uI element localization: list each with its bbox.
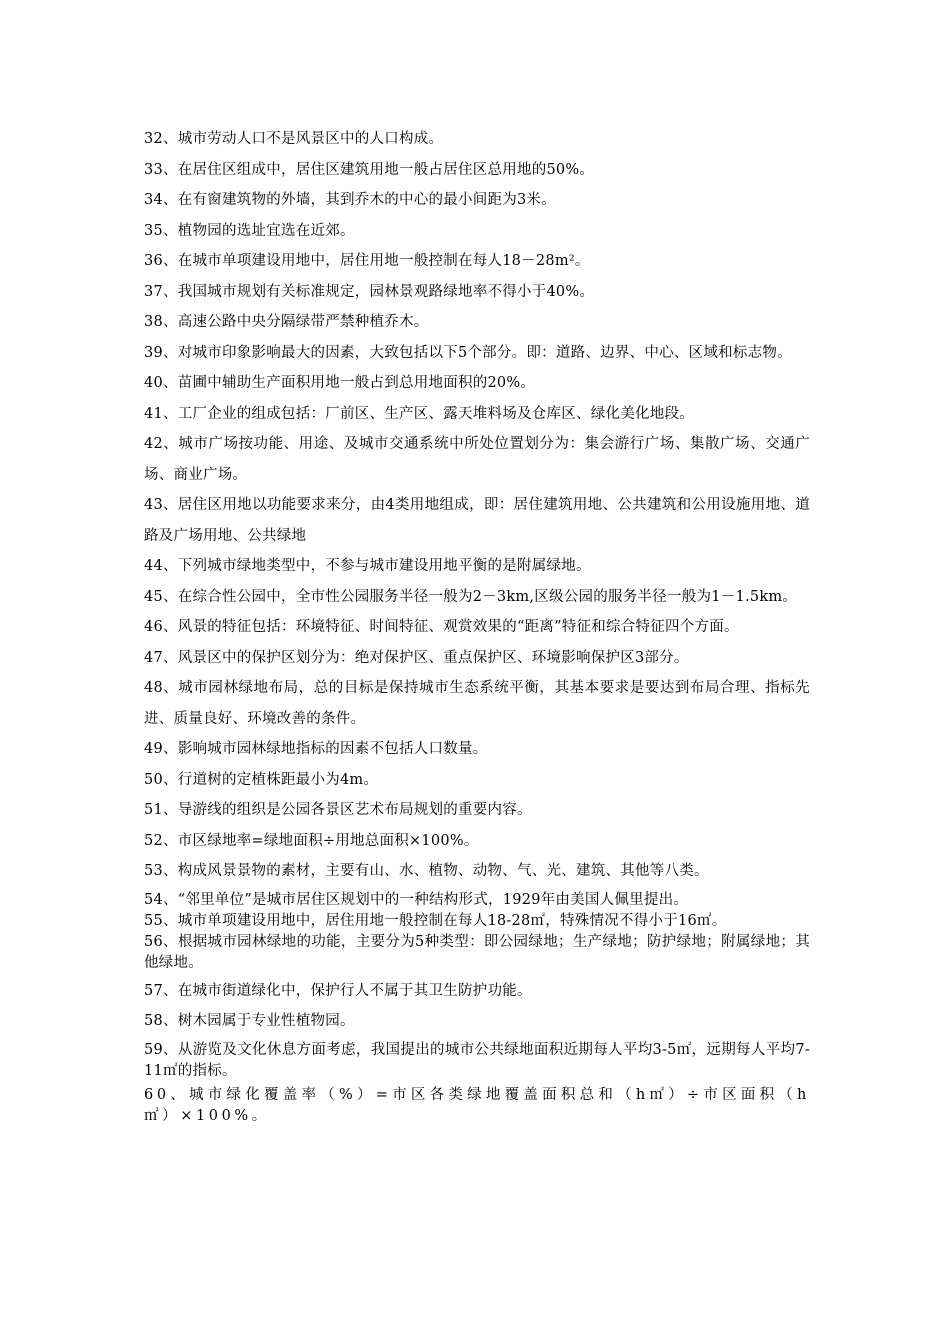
list-item: 58、树木园属于专业性植物园。 xyxy=(144,1013,355,1029)
list-item: 38、高速公路中央分隔绿带严禁种植乔木。 xyxy=(144,314,429,330)
list-item: 47、风景区中的保护区划分为：绝对保护区、重点保护区、环境影响保护区3部分。 xyxy=(144,649,689,666)
list-item: 35、植物园的选址宜选在近郊。 xyxy=(144,222,355,239)
list-item: 37、我国城市规划有关标准规定，园林景观路绿地率不得小于40%。 xyxy=(144,283,595,300)
list-item: 59、从游览及文化休息方面考虑，我国提出的城市公共绿地面积近期每人平均3-5㎡，远期每人平均7-11㎡的指标。 xyxy=(144,1041,810,1079)
list-item: 43、居住区用地以功能要求来分，由4类用地组成，即：居住建筑用地、公共建筑和公用设施用地、道路及广场用地、公共绿地 xyxy=(144,497,810,544)
list-item: 50、行道树的定植株距最小为4m。 xyxy=(144,771,379,788)
list-item: 48、城市园林绿地布局，总的目标是保持城市生态系统平衡，其基本要求是要达到布局合理、指标先进、质量良好、环境改善的条件。 xyxy=(144,680,810,727)
list-item: 57、在城市街道绿化中，保护行人不属于其卫生防护功能。 xyxy=(144,982,532,999)
list-item: 54、“邻里单位”是城市居住区规划中的一种结构形式，1929年由美国人佩里提出。 xyxy=(144,891,689,908)
list-item: 49、影响城市园林绿地指标的因素不包括人口数量。 xyxy=(144,741,488,757)
list-item: 51、导游线的组织是公园各景区艺术布局规划的重要内容。 xyxy=(144,802,532,818)
list-item: 45、在综合性公园中，全市性公园服务半径一般为2－3km,区级公园的服务半径一般为1－1.5km。 xyxy=(144,588,798,605)
list-item: 34、在有窗建筑物的外墙，其到乔木的中心的最小间距为3米。 xyxy=(144,192,556,208)
list-item: 60、城市绿化覆盖率（%）=市区各类绿地覆盖面积总和（h㎡）÷市区面积（h㎡）×100%。 xyxy=(144,1086,810,1124)
list-item: 39、对城市印象影响最大的因素，大致包括以下5个部分。即：道路、边界、中心、区域和标志物。 xyxy=(144,344,792,361)
list-item: 42、城市广场按功能、用途、及城市交通系统中所处位置划分为：集会游行广场、集散广场、交通广场、商业广场。 xyxy=(144,436,810,483)
list-item: 52、市区绿地率=绿地面积÷用地总面积×100%。 xyxy=(144,832,479,849)
list-item: 36、在城市单项建设用地中，居住用地一般控制在每人18－28m²。 xyxy=(144,253,590,269)
list-item: 44、下列城市绿地类型中，不参与城市建设用地平衡的是附属绿地。 xyxy=(144,558,591,574)
list-item: 53、构成风景景物的素材，主要有山、水、植物、动物、气、光、建筑、其他等八类。 xyxy=(144,863,709,879)
list-item: 33、在居住区组成中，居住区建筑用地一般占居住区总用地的50%。 xyxy=(144,161,595,178)
question-list xyxy=(144,124,810,1127)
list-item: 32、城市劳动人口不是风景区中的人口构成。 xyxy=(144,131,444,147)
list-item: 41、工厂企业的组成包括：厂前区、生产区、露天堆料场及仓库区、绿化美化地段。 xyxy=(144,405,694,422)
list-item: 46、风景的特征包括：环境特征、时间特征、观赏效果的“距离”特征和综合特征四个方面。 xyxy=(144,619,739,635)
list-item: 40、苗圃中辅助生产面积用地一般占到总用地面积的20%。 xyxy=(144,375,536,391)
list-item: 55、城市单项建设用地中，居住用地一般控制在每人18-28㎡，特殊情况不得小于16㎡。 xyxy=(144,912,727,929)
list-item: 56、根据城市园林绿地的功能，主要分为5种类型：即公园绿地；生产绿地；防护绿地；附属绿地；其他绿地。 xyxy=(144,933,810,971)
